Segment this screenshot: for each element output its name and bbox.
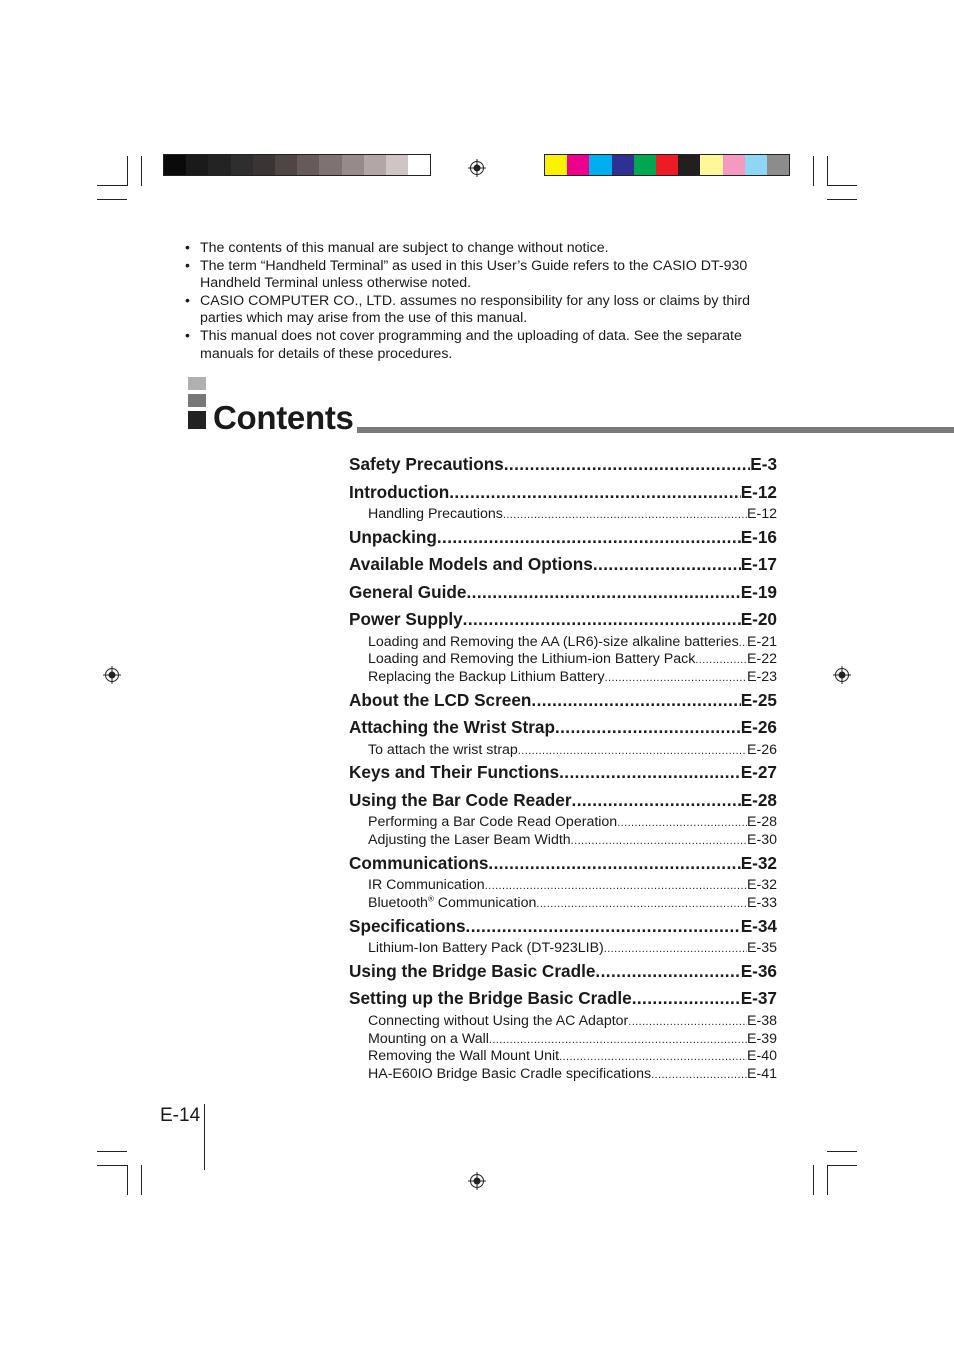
toc-dot-leader: [559, 1049, 747, 1067]
toc-dot-leader: [595, 958, 740, 986]
note-item: • This manual does not cover programming and the uploading of data. See the separate manuals for details of these procedures.: [184, 328, 784, 363]
toc-subentry: [349, 940, 777, 958]
color-swatch: [275, 155, 297, 175]
toc-entry-page: E-25: [740, 689, 777, 710]
note-item: • The term “Handheld Terminal” as used in this User’s Guide refers to the CASIO DT-930 Handheld Terminal unless otherwise noted.: [184, 258, 784, 293]
toc-entry: [349, 714, 777, 742]
toc-dot-leader: [604, 941, 747, 959]
color-swatch: [164, 155, 186, 175]
toc-subentry-title: [368, 1013, 628, 1031]
crop-mark: [827, 1151, 857, 1152]
toc-entry-title: Keys and Their Functions: [349, 762, 560, 783]
crop-mark: [813, 1165, 814, 1195]
toc-entry-page: E-3: [750, 454, 777, 474]
toc-subentry: [349, 1048, 777, 1066]
toc-entry-title: Unpacking: [349, 526, 437, 547]
toc-entry-title: Available Models and Options: [349, 554, 593, 575]
toc-entry: [349, 759, 777, 787]
color-swatch: [589, 155, 611, 175]
title-underline-bar: [357, 427, 954, 433]
toc-subentry-title: [368, 1048, 559, 1066]
toc-subentry-page: E-35: [747, 940, 777, 957]
toc-entry-title: About the LCD Screen: [349, 689, 532, 710]
toc-subentry-title: [368, 1066, 651, 1084]
toc-entry-title: Attaching the Wrist Strap: [349, 717, 555, 738]
color-swatch: [408, 155, 430, 175]
toc-entry-page: E-26: [740, 717, 777, 738]
toc-subentry: [349, 877, 777, 895]
toc-subentry: [349, 669, 777, 687]
heading-square-icon: [188, 411, 206, 429]
toc-subentry-title: [368, 832, 571, 850]
toc-subentry-title: [368, 814, 617, 832]
color-swatch: [767, 155, 789, 175]
toc-subentry-title-text: Handling Precautions: [368, 506, 503, 522]
toc-entry: [349, 985, 777, 1013]
registration-mark-icon: [103, 666, 121, 684]
toc-dot-leader: [605, 670, 747, 688]
toc-entry: [349, 451, 777, 479]
color-swatch: [656, 155, 678, 175]
registration-mark-icon: [833, 666, 851, 684]
toc-entry-page: E-34: [740, 915, 777, 936]
toc-subentry-title-text: Communication: [433, 895, 537, 911]
toc-dot-leader: [489, 1032, 747, 1050]
color-swatch: [567, 155, 589, 175]
toc-subentry-title-text: Performing a Bar Code Read Operation: [368, 814, 618, 831]
toc-subentry-title: [368, 1031, 489, 1049]
toc-dot-leader: [488, 850, 740, 878]
crop-mark: [813, 156, 814, 186]
crop-mark: [97, 1165, 127, 1166]
color-swatch: [745, 155, 767, 175]
toc-subentry-page: E-38: [747, 1012, 777, 1029]
registered-mark: ®: [427, 894, 434, 904]
toc-entry-title: Introduction: [349, 481, 450, 502]
toc-subentry: [349, 651, 777, 669]
color-swatch: [700, 155, 722, 175]
note-item: • CASIO COMPUTER CO., LTD. assumes no responsibility for any loss or claims by third parties which may arise from the use of this manual.: [184, 293, 784, 328]
toc-entry: [349, 687, 777, 715]
toc-subentry: [349, 1031, 777, 1049]
toc-entry-title: Setting up the Bridge Basic Cradle: [349, 988, 632, 1009]
toc-entry-title: Safety Precautions: [349, 454, 504, 474]
toc-dot-leader: [651, 1067, 747, 1085]
toc-entry-title: Communications: [349, 852, 489, 873]
toc-dot-leader: [555, 714, 741, 742]
toc-dot-leader: [559, 759, 741, 787]
toc-dot-leader: [531, 687, 740, 715]
toc-entry-page: E-17: [740, 554, 777, 575]
color-swatch: [678, 155, 700, 175]
toc-entry: [349, 479, 777, 507]
toc-entry-title: Using the Bridge Basic Cradle: [349, 960, 596, 981]
toc-entry-page: E-20: [740, 609, 777, 630]
toc-entry-title: Power Supply: [349, 609, 463, 630]
grayscale-calibration-bar: [163, 154, 431, 176]
toc-entry-title: Specifications: [349, 915, 466, 936]
crop-mark: [827, 1165, 857, 1166]
toc-subentry-title: [368, 634, 739, 652]
toc-entry: [349, 551, 777, 579]
note-item: • The contents of this manual are subject to change without notice.: [184, 240, 784, 258]
toc-subentry-page: E-28: [747, 814, 777, 831]
toc-dot-leader: [466, 913, 741, 941]
toc-subentry-title-text: Lithium-Ion Battery Pack (DT-923LIB): [368, 940, 604, 957]
toc-subentry: [349, 832, 777, 850]
toc-subentry-page: E-22: [747, 651, 777, 668]
toc-subentry-title-text: Connecting without Using the AC Adaptor: [368, 1012, 629, 1029]
color-swatch: [253, 155, 275, 175]
toc-entry: [349, 787, 777, 815]
toc-dot-leader: [593, 551, 741, 579]
crop-mark: [97, 185, 127, 186]
toc-entry-title: Using the Bar Code Reader: [349, 789, 572, 810]
toc-subentry-title-text: Loading and Removing the AA (LR6)-size alkaline batteries: [368, 633, 739, 650]
toc-dot-leader: [739, 635, 747, 653]
toc-dot-leader: [504, 451, 751, 479]
toc-entry: [349, 958, 777, 986]
registration-mark-icon: [468, 1172, 486, 1190]
color-swatch: [297, 155, 319, 175]
toc-subentry-title: [368, 877, 485, 895]
toc-subentry: [349, 814, 777, 832]
crop-mark: [827, 1165, 828, 1195]
toc-entry: [349, 913, 777, 941]
toc-subentry-title: [368, 895, 536, 913]
color-swatch: [208, 155, 230, 175]
table-of-contents: [349, 451, 777, 1084]
toc-dot-leader: [632, 985, 741, 1013]
toc-subentry-title: [368, 742, 518, 760]
page-number: E-14: [160, 1105, 201, 1126]
toc-dot-leader: [437, 524, 741, 552]
toc-subentry-title-text: To attach the wrist strap: [368, 741, 518, 758]
toc-dot-leader: [503, 507, 747, 525]
toc-entry-page: E-16: [740, 526, 777, 547]
crop-mark: [127, 156, 128, 186]
toc-entry: [349, 524, 777, 552]
toc-subentry-page: E-33: [747, 895, 777, 911]
toc-subentry-title: [368, 506, 503, 524]
crop-mark: [827, 185, 857, 186]
toc-subentry-title-text: Loading and Removing the Lithium-ion Battery Pack: [368, 651, 696, 668]
toc-dot-leader: [463, 606, 741, 634]
toc-dot-leader: [571, 833, 747, 851]
toc-subentry-title-text: Replacing the Backup Lithium Battery: [368, 669, 605, 686]
toc-subentry-page: E-40: [747, 1048, 777, 1065]
color-swatch: [319, 155, 341, 175]
toc-subentry-page: E-41: [747, 1065, 777, 1082]
color-swatch: [634, 155, 656, 175]
page-number-rule: [204, 1104, 205, 1170]
toc-subentry-title: [368, 669, 605, 687]
toc-entry: [349, 579, 777, 607]
toc-entry: [349, 606, 777, 634]
toc-entry-page: E-12: [740, 481, 777, 502]
disclaimer-notes: [184, 240, 784, 363]
color-swatch: [545, 155, 567, 175]
toc-subentry: [349, 634, 777, 652]
heading-square-icon: [188, 394, 206, 407]
toc-subentry: [349, 506, 777, 524]
toc-subentry-title-text: Bluetooth: [368, 895, 428, 911]
color-swatch: [342, 155, 364, 175]
toc-subentry-page: E-21: [747, 633, 777, 650]
toc-dot-leader: [695, 652, 747, 670]
toc-dot-leader: [449, 479, 740, 507]
toc-subentry-title-text: IR Communication: [368, 877, 485, 894]
toc-subentry-title: [368, 940, 604, 958]
toc-entry-title: General Guide: [349, 581, 467, 602]
toc-subentry-title-text: Mounting on a Wall: [368, 1030, 489, 1047]
crop-mark: [127, 1165, 128, 1195]
color-swatch: [723, 155, 745, 175]
toc-subentry: [349, 895, 777, 913]
toc-subentry-page: E-23: [747, 669, 777, 686]
toc-dot-leader: [518, 743, 747, 761]
toc-entry-page: E-37: [740, 988, 777, 1009]
toc-subentry: [349, 742, 777, 760]
toc-subentry-page: E-39: [747, 1030, 777, 1047]
toc-subentry-page: E-32: [747, 877, 777, 894]
registration-mark-icon: [468, 159, 486, 177]
toc-entry-page: E-32: [740, 852, 777, 873]
toc-subentry: [349, 1013, 777, 1031]
toc-subentry-title-text: HA-E60IO Bridge Basic Cradle specifications: [368, 1065, 652, 1082]
toc-subentry-title-text: Adjusting the Laser Beam Width: [368, 832, 571, 849]
toc-subentry-page: E-12: [747, 506, 777, 522]
toc-subentry-title-text: Removing the Wall Mount Unit: [368, 1048, 560, 1065]
toc-subentry-title: [368, 651, 695, 669]
crop-mark: [141, 156, 142, 186]
toc-entry-page: E-28: [740, 789, 777, 810]
heading-square-icon: [188, 377, 206, 390]
toc-subentry: [349, 1066, 777, 1084]
color-swatch: [364, 155, 386, 175]
toc-entry-page: E-36: [740, 960, 777, 981]
toc-dot-leader: [617, 815, 747, 833]
crop-mark: [97, 1151, 127, 1152]
toc-dot-leader: [536, 896, 747, 914]
color-swatch: [612, 155, 634, 175]
color-swatch: [231, 155, 253, 175]
color-swatch: [386, 155, 408, 175]
toc-entry: [349, 850, 777, 878]
toc-subentry-page: E-26: [747, 741, 777, 758]
page-title: Contents: [213, 399, 354, 436]
toc-dot-leader: [628, 1014, 747, 1032]
crop-mark: [827, 199, 857, 200]
toc-entry-page: E-27: [740, 762, 777, 783]
crop-mark: [141, 1165, 142, 1195]
crop-mark: [827, 156, 828, 186]
toc-dot-leader: [466, 579, 740, 607]
color-swatch: [186, 155, 208, 175]
process-color-calibration-bar: [544, 154, 790, 176]
toc-dot-leader: [485, 878, 747, 896]
toc-subentry-page: E-30: [747, 832, 777, 849]
toc-entry-page: E-19: [740, 581, 777, 602]
crop-mark: [97, 199, 127, 200]
toc-dot-leader: [572, 787, 741, 815]
